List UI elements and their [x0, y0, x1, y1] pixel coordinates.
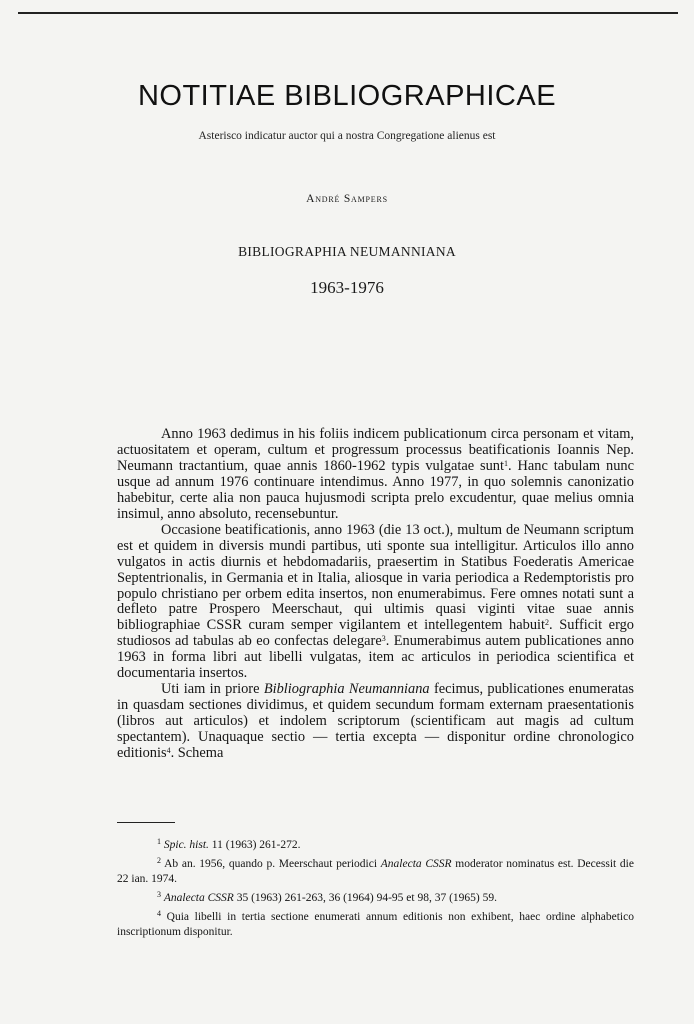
paragraph-2: [117, 523, 634, 683]
footnote-2: [117, 857, 634, 887]
paragraph-2-text-a: Occasione beatificationis, anno 1963 (die 13 oct.), multum de Neumann scriptum est et quidem in diversis mundi partibus, uti sponte sua intelligitur. Articulos illo anno vulgatos in actis diurnis et hebdomadariis, praesertim in Statibus Foederatis Americae Septentrionalis, in Germania et in Italia, aliosque in varia periodica a Redemptoristis pro populo christiano per orbem edita insertos, non enumerabimus. Fere omnes notati sunt a defleto patre Prospero Meerschaut, qui ultimis quasi viginti vitae suae annis bibliographiae CSSR curam semper vigilantem et intellegentem habuit: [117, 521, 634, 634]
footnote-4-text: Quia libelli in tertia sectione enumerati annum editionis non exhibent, haec ordine alphabetico inscriptionum disponitur.: [117, 911, 634, 938]
paragraph-3-text-a: Uti iam in priore: [161, 681, 264, 698]
footnote-3-italic: Analecta CSSR: [163, 892, 234, 904]
footnote-2-text-b: moderator nominatus est. Decessit die 22 ian. 1974.: [117, 858, 634, 885]
footnote-2-text-a: Ab an. 1956, quando p. Meerschaut periodici: [161, 858, 381, 870]
paragraph-2-text-b: . Sufficit ergo studiosos ad tabulas ab eo confectas delegare: [117, 617, 634, 650]
footnote-marker-1: 1: [504, 458, 508, 468]
paragraph-3-text-b: fecimus, publicationes enumeratas in quasdam sectiones dividimus, et quidem secundum formam externam praesentationis (libros aut articulos) et indolem scriptorum (scientificam aut magis ad cultum spectantem). Unaquaque sectio — tertia excepta — disponitur ordine chronologico editionis: [117, 681, 635, 762]
footnote-4: [117, 910, 634, 940]
footnote-marker-2: 2: [545, 618, 550, 628]
footnote-4-number: 4: [157, 909, 161, 918]
footnote-1-italic: Spic. hist.: [163, 839, 209, 851]
footnote-3: [117, 891, 634, 906]
footnote-1: [117, 838, 634, 853]
paragraph-1-text-a: Anno 1963 dedimus in his foliis indicem publicationum circa personam et vitam, actuositatem et operam, cultum et progressum processus beatificationis Ioannis Nep. Neumann tractantium, quae annis 1860-1962 typis vulgatae sunt: [117, 426, 634, 474]
paragraph-3-italic-title: Bibliographia Neumanniana: [263, 681, 430, 698]
footnote-3-text: 35 (1963) 261-263, 36 (1964) 94-95 et 98, 37 (1965) 59.: [233, 892, 498, 904]
paragraph-1: [117, 427, 634, 523]
page-title: NOTITIAE BIBLIOGRAPHICAE: [137, 80, 557, 112]
paragraph-3: [117, 682, 634, 762]
paragraph-3-text-c: . Schema: [170, 745, 224, 762]
section-years: 1963-1976: [310, 278, 384, 297]
section-heading: BIBLIOGRAPHIA NEUMANNIANA: [238, 244, 456, 259]
footnote-1-number: 1: [157, 837, 161, 846]
top-rule: [18, 12, 678, 14]
page-subtitle: Asterisco indicatur auctor qui a nostra Congregatione alienus est: [198, 130, 496, 142]
paragraph-2-text-c: . Enumerabimus autem publicationes anno 1963 in forma libri aut libelli vulgatas, item ac articulos in periodica scientifica et documentaria insertos.: [117, 633, 634, 682]
body-text: [117, 427, 634, 762]
footnotes: [117, 838, 634, 944]
footnote-2-italic: Analecta CSSR: [380, 858, 452, 870]
footnote-1-text: 11 (1963) 261-272.: [208, 839, 301, 851]
footnote-marker-3: 3: [381, 634, 386, 644]
author-name: André Sampers: [306, 193, 388, 205]
paragraph-1-text-b: . Hanc tabulam nunc usque ad annum 1976 continuare intendimus. Anno 1977, in quo solemnis canonizatio habebitur, certe alia non pauca hujusmodi scripta prelo excudentur, quae melius omnia insimul, anno absoluto, recensebuntur.: [117, 457, 634, 522]
footnote-2-number: 2: [157, 856, 161, 865]
footnote-3-number: 3: [157, 890, 161, 899]
footnote-marker-4: 4: [166, 746, 171, 756]
footnote-separator: [117, 822, 175, 823]
